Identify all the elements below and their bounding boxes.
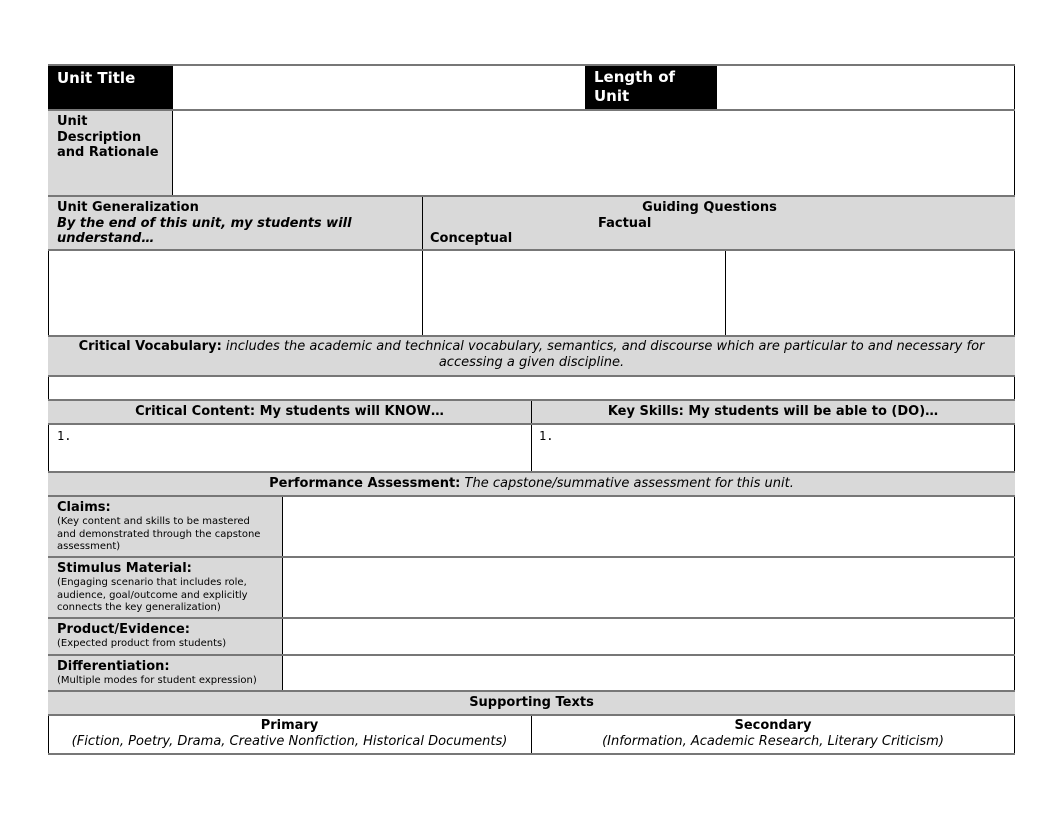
generalization-label-cell — [48, 197, 423, 250]
guiding-questions-label-cell — [423, 197, 1014, 250]
claims-label-cell — [48, 497, 283, 556]
unit-title-field[interactable] — [173, 64, 585, 110]
generalization-prompt-line2: understand… — [57, 231, 155, 246]
claims-title: Claims: — [57, 500, 111, 515]
product-evidence-title: Product/Evidence: — [57, 622, 191, 637]
vocabulary-header-row — [48, 337, 1015, 375]
stimulus-desc-line: (Engaging scenario that includes role, — [57, 577, 247, 588]
supporting-texts-row — [48, 716, 1015, 753]
generalization-body-row — [48, 251, 1015, 336]
critical-content-list[interactable] — [48, 425, 531, 471]
content-header-row — [48, 401, 1015, 423]
description-label-cell — [48, 111, 173, 196]
secondary-description: (Information, Academic Research, Literary Criticism) — [602, 734, 944, 749]
secondary-label: Secondary — [734, 718, 812, 733]
title-row — [48, 64, 1015, 110]
stimulus-material-field[interactable] — [283, 558, 1014, 617]
differentiation-title: Differentiation: — [57, 659, 170, 674]
stimulus-desc-line: connects the key generalization) — [57, 602, 221, 613]
divider — [48, 64, 1015, 66]
differentiation-label-cell — [48, 656, 283, 690]
generalization-field[interactable] — [48, 251, 423, 336]
vocabulary-header — [48, 339, 1015, 371]
stimulus-material-row — [48, 558, 1015, 617]
claims-row — [48, 497, 1015, 556]
generalization-label: Unit Generalization — [57, 200, 199, 215]
product-evidence-field[interactable] — [283, 619, 1014, 654]
key-skills-list[interactable] — [532, 425, 1014, 471]
length-label-line2: Unit — [594, 87, 630, 105]
stimulus-material-title: Stimulus Material: — [57, 561, 192, 576]
key-skills-item[interactable]: 1. — [539, 429, 554, 443]
differentiation-desc: (Multiple modes for student expression) — [57, 675, 257, 686]
claims-field[interactable] — [283, 497, 1014, 556]
unit-title-label-cell — [48, 64, 173, 110]
primary-texts-cell[interactable] — [48, 716, 531, 753]
length-of-unit-label-cell — [585, 64, 717, 110]
generalization-prompt-line1: By the end of this unit, my students will — [57, 215, 352, 231]
secondary-texts-cell[interactable] — [532, 716, 1014, 753]
performance-assessment-label: Performance Assessment: — [269, 476, 461, 491]
primary-label: Primary — [260, 718, 319, 733]
key-skills-header: Key Skills: My students will be able to (DO)… — [607, 404, 939, 419]
product-evidence-desc: (Expected product from students) — [57, 638, 227, 649]
supporting-texts-header: Supporting Texts — [48, 692, 1015, 714]
critical-content-item[interactable]: 1. — [57, 429, 72, 443]
description-field[interactable] — [173, 111, 1014, 196]
product-evidence-row — [48, 619, 1015, 654]
critical-content-header: Critical Content: My students will KNOW… — [135, 404, 444, 419]
vocabulary-description-line2: accessing a given discipline. — [438, 355, 625, 370]
guiding-questions-label: Guiding Questions — [642, 200, 777, 215]
length-label-line1: Length of — [594, 68, 676, 86]
performance-assessment-description: The capstone/summative assessment for this unit. — [464, 476, 794, 491]
content-body-row — [48, 425, 1015, 471]
conceptual-label: Conceptual — [430, 231, 513, 246]
primary-description: (Fiction, Poetry, Drama, Creative Nonfiction, Historical Documents) — [71, 734, 508, 749]
vocabulary-label: Critical Vocabulary: — [78, 339, 222, 354]
differentiation-row — [48, 656, 1015, 690]
description-label-line2: Description — [57, 129, 142, 145]
claims-desc-line: (Key content and skills to be mastered — [57, 516, 250, 527]
stimulus-desc-line: audience, goal/outcome and explicitly — [57, 589, 248, 601]
unit-title-label: Unit Title — [57, 69, 136, 87]
factual-label: Factual — [598, 215, 652, 231]
performance-assessment-header — [48, 473, 1015, 495]
description-label-line3: and Rationale — [57, 145, 159, 160]
description-row — [48, 111, 1015, 196]
description-label-line1: Unit — [57, 114, 88, 129]
divider — [48, 753, 1015, 755]
differentiation-field[interactable] — [283, 656, 1014, 690]
generalization-header-row — [48, 197, 1015, 250]
claims-desc-line: assessment) — [57, 541, 121, 552]
conceptual-questions-field[interactable] — [423, 251, 725, 336]
vocabulary-field[interactable] — [48, 377, 1015, 399]
claims-desc-line: and demonstrated through the capstone — [57, 528, 261, 540]
length-of-unit-field[interactable] — [717, 64, 1014, 110]
vocabulary-description-line1: includes the academic and technical vocabulary, semantics, and discourse which are particular to and necessary for — [225, 339, 985, 354]
product-evidence-label-cell — [48, 619, 283, 654]
stimulus-material-label-cell — [48, 558, 283, 617]
factual-questions-field[interactable] — [726, 251, 1014, 336]
